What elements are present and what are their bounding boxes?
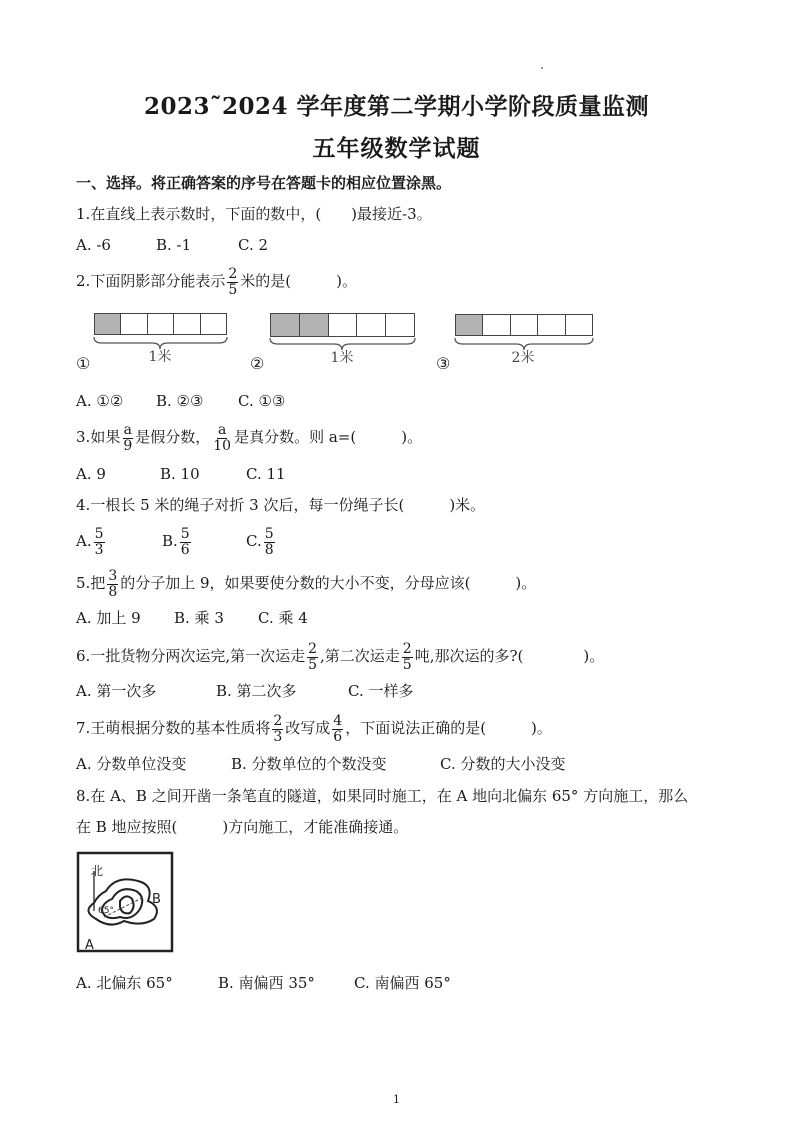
q1-option-a[interactable]: A. -6 — [76, 236, 111, 254]
q5-option-a[interactable]: A. 加上 9 — [76, 609, 141, 627]
fraction: $\frac{2}{5}$ — [308, 640, 318, 673]
question-text: 是假分数， — [135, 428, 211, 446]
exam-subtitle: 五年级数学试题 — [312, 135, 481, 162]
question-number: 6. — [76, 647, 91, 665]
length-label: 2米 — [511, 350, 535, 366]
question-text: 是真分数。则 a=( )。 — [234, 428, 423, 446]
question-number: 5. — [76, 574, 91, 592]
fraction: $\frac{2}{3}$ — [273, 712, 283, 745]
question-number: 2. — [76, 272, 91, 290]
fraction: $\frac{2}{5}$ — [402, 640, 412, 673]
q6-option-c[interactable]: C. 一样多 — [348, 682, 414, 700]
q3-option-c[interactable]: C. 11 — [246, 465, 286, 483]
question-number: 8. — [76, 787, 91, 805]
section-heading: 一、选择。将正确答案的序号在答题卡的相应位置涂黑。 — [76, 174, 452, 192]
q2-option-a[interactable]: A. ①② — [76, 392, 124, 410]
question-text: 改写成 — [285, 719, 331, 737]
question-8-line2: 在 B 地应按照( )方向施工，才能准确接通。 — [76, 818, 409, 836]
q3-option-b[interactable]: B. 10 — [160, 465, 200, 483]
q6-option-b[interactable]: B. 第二次多 — [216, 682, 297, 700]
exam-title: 2023˜2024 学年度第二学期小学阶段质量监测 — [143, 93, 650, 120]
q8-option-b[interactable]: B. 南偏西 35° — [218, 974, 315, 992]
q5-option-c[interactable]: C. 乘 4 — [258, 609, 308, 627]
question-text: ，下面说法正确的是( )。 — [345, 719, 552, 737]
question-text: 在 A、B 之间开凿一条笔直的隧道，如果同时施工，在 A 地向北偏东 65° 方向施工，那么 — [90, 787, 689, 805]
q8-option-c[interactable]: C. 南偏西 65° — [354, 974, 451, 992]
question-2 — [76, 266, 357, 298]
q4-option-c[interactable]: C. $\frac{5}{8}$ — [246, 525, 274, 558]
fraction: $\frac{a}{10}$ — [213, 421, 232, 454]
question-text: 如果 — [90, 428, 121, 446]
fraction: $\frac{2}{5}$ — [228, 265, 238, 298]
question-text: 王萌根据分数的基本性质将 — [90, 719, 271, 737]
question-4 — [76, 495, 485, 515]
question-8 — [76, 786, 688, 806]
length-label: 1米 — [148, 349, 172, 365]
angle-label: 65° — [98, 906, 114, 916]
length-label: 1米 — [330, 350, 354, 366]
point-a-label: A — [85, 938, 94, 953]
q2-option-b[interactable]: B. ②③ — [156, 392, 204, 410]
q2-option-c[interactable]: C. ①③ — [238, 392, 286, 410]
point-b-label: B — [152, 892, 161, 907]
question-text: ,第二次运走 — [320, 647, 400, 665]
question-number: 1. — [76, 205, 91, 223]
q3-option-a[interactable]: A. 9 — [76, 465, 106, 483]
q7-option-c[interactable]: C. 分数的大小没变 — [440, 755, 566, 773]
question-text: 把 — [90, 574, 106, 592]
fraction: $\frac{3}{8}$ — [108, 567, 118, 600]
q7-option-a[interactable]: A. 分数单位没变 — [76, 755, 187, 773]
question-text: 下面阴影部分能表示 — [90, 272, 226, 290]
q5-option-b[interactable]: B. 乘 3 — [174, 609, 224, 627]
q1-option-b[interactable]: B. -1 — [156, 236, 192, 254]
diagram-label: ③ — [436, 354, 451, 373]
question-number: 7. — [76, 719, 91, 737]
bar-diagram-2 — [270, 313, 415, 337]
question-6 — [76, 640, 604, 673]
contour-map-figure — [76, 851, 176, 955]
question-text: 一根长 5 米的绳子对折 3 次后，每一份绳子长( )米。 — [90, 496, 486, 514]
question-1 — [76, 204, 432, 224]
question-number: 4. — [76, 496, 91, 514]
scan-speck — [541, 67, 543, 69]
north-label: 北 — [91, 864, 104, 878]
question-text: 米的是( )。 — [240, 272, 357, 290]
fraction: $\frac{a}{9}$ — [123, 421, 133, 454]
question-7 — [76, 712, 552, 745]
q1-option-c[interactable]: C. 2 — [238, 236, 269, 254]
question-number: 3. — [76, 428, 91, 446]
q4-option-a[interactable]: A. $\frac{5}{3}$ — [76, 525, 104, 558]
page-number: 1 — [393, 1093, 400, 1106]
question-text: 吨,那次运的多?( )。 — [414, 647, 605, 665]
q4-option-b[interactable]: B. $\frac{5}{6}$ — [162, 525, 190, 558]
question-text: 的分子加上 9，如果要使分数的大小不变，分母应该( )。 — [120, 574, 537, 592]
question-3 — [76, 421, 422, 454]
q8-option-a[interactable]: A. 北偏东 65° — [76, 974, 173, 992]
bar-diagram-3 — [455, 314, 593, 336]
q6-option-a[interactable]: A. 第一次多 — [76, 682, 157, 700]
q7-option-b[interactable]: B. 分数单位的个数没变 — [231, 755, 387, 773]
diagram-label: ② — [250, 354, 265, 373]
bar-diagram-1 — [94, 313, 227, 335]
fraction: $\frac{4}{6}$ — [333, 712, 343, 745]
diagram-label: ① — [76, 354, 91, 373]
question-text: 一批货物分两次运完,第一次运走 — [90, 647, 306, 665]
question-text: 在直线上表示数时，下面的数中，( )最接近-3。 — [90, 205, 432, 223]
question-5 — [76, 567, 536, 600]
